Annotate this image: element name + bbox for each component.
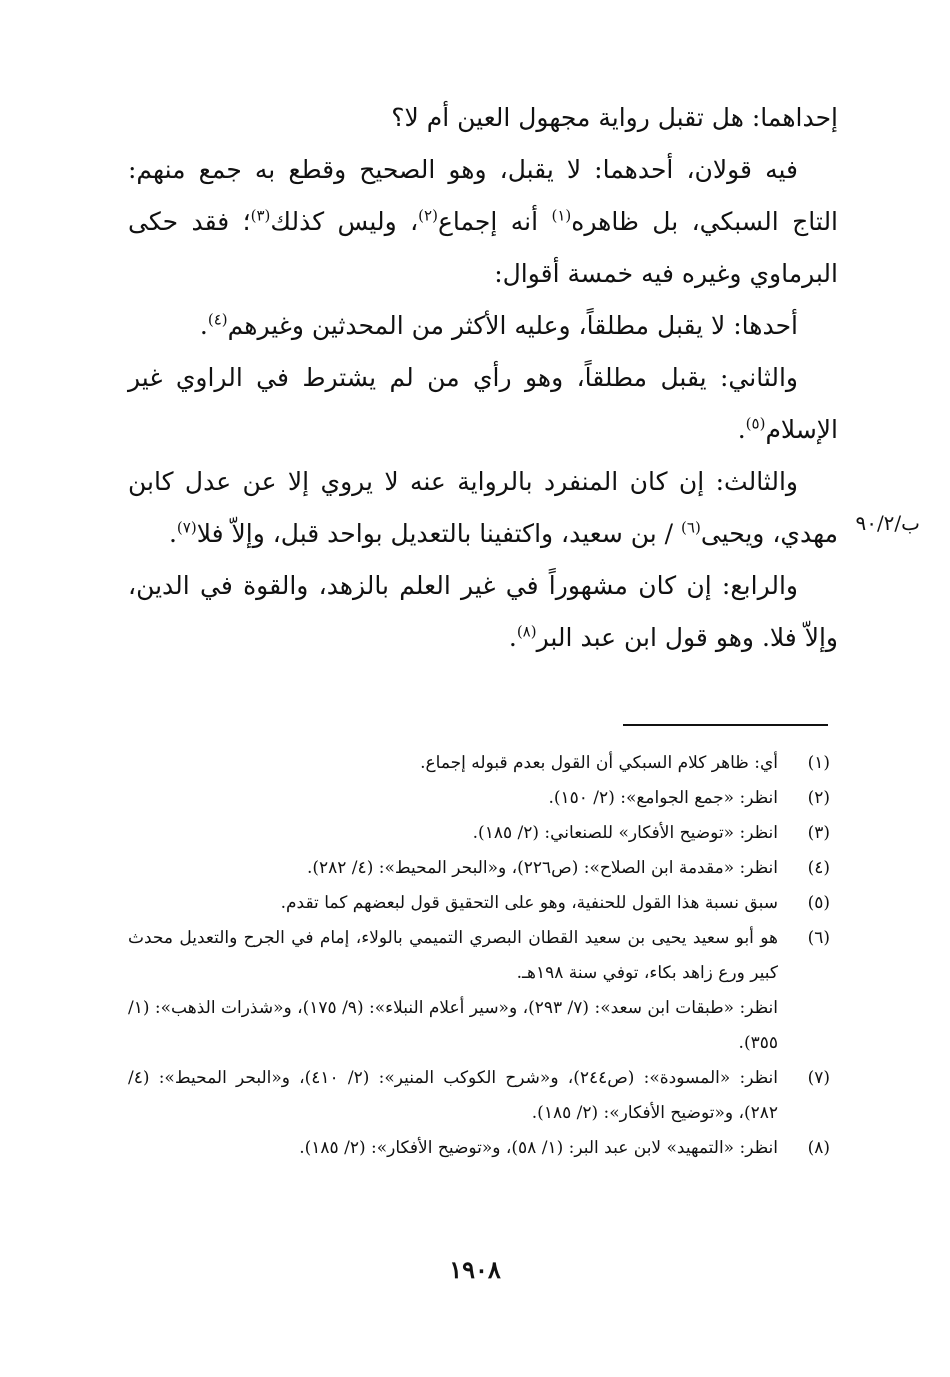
paragraph-text: فيه قولان، أحدهما: لا يقبل، وهو الصحيح وقطع به جمع منهم: التاج السبكي، بل ظاهره [128, 155, 839, 236]
paragraph-text: إحداهما: هل تقبل رواية مجهول العين أم لا؟ [391, 103, 838, 132]
footnote-divider [623, 724, 828, 726]
footnote-ref: (٦) [681, 518, 701, 537]
main-text [128, 92, 838, 664]
page-number: ١٩٠٨ [449, 1255, 501, 1284]
footnote-text: انظر: «التمهيد» لابن عبد البر: (١/ ٥٨)، و«توضيح الأفكار»: (٢/ ١٨٥). [299, 1138, 778, 1158]
paragraph-text: أحدها: لا يقبل مطلقاً، وعليه الأكثر من المحدثين وغيرهم [227, 311, 798, 340]
paragraph [128, 456, 838, 560]
paragraph-heading [128, 92, 838, 144]
footnote-ref: (٥) [745, 414, 766, 433]
footnote-text: أي: ظاهر كلام السبكي أن القول بعدم قبوله إجماع. [420, 753, 778, 773]
footnote-number: (١) [807, 753, 830, 773]
footnote-ref: (٧) [176, 518, 197, 537]
footnote [128, 1061, 830, 1131]
footnote-text: انظر: «توضيح الأفكار» للصنعاني: (٢/ ١٨٥). [472, 823, 778, 843]
footnote-number: (٤) [807, 858, 830, 878]
paragraph-text: . [199, 311, 208, 340]
footnote-number: (٨) [807, 1138, 830, 1158]
footnote-number: (٦) [807, 928, 830, 948]
paragraph [128, 144, 838, 300]
paragraph [128, 560, 838, 664]
paragraph-text: . [168, 519, 177, 548]
paragraph-text: ، وليس كذلك [270, 207, 419, 236]
footnote-number: (٥) [807, 893, 830, 913]
footnote-number: (٢) [807, 788, 830, 808]
footnote-text: انظر: «مقدمة ابن الصلاح»: (ص٢٢٦)، و«البحر المحيط»: (٤/ ٢٨٢). [306, 858, 778, 878]
footnote [128, 816, 830, 851]
footnote-ref: (٣) [250, 206, 271, 225]
paragraph [128, 352, 838, 456]
paragraph-text: والثالث: إن كان المنفرد بالرواية عنه لا يروي إلا عن عدل كابن مهدي، ويحيى [128, 467, 838, 548]
footnote [128, 1131, 830, 1166]
footnote [128, 921, 830, 1061]
footnote-ref: (١) [551, 206, 572, 225]
paragraph-text: / بن سعيد، واكتفينا بالتعديل بواحد قبل، وإلاّ فلا [196, 519, 682, 548]
footnote-ref: (٤) [207, 310, 228, 329]
footnote-text: انظر: «طبقات ابن سعد»: (٧/ ٢٩٣)، و«سير أعلام النبلاء»: (٩/ ١٧٥)، و«شذرات الذهب»: (١/ ٣٥٥). [128, 998, 778, 1053]
paragraph-text: والثاني: يقبل مطلقاً، وهو رأي من لم يشترط في الراوي غير الإسلام [128, 363, 838, 444]
footnote [128, 851, 830, 886]
footnote-ref: (٢) [418, 206, 438, 225]
footnote-text: انظر: «المسودة»: (ص٢٤٤)، و«شرح الكوكب المنير»: (٢/ ٤١٠)، و«البحر المحيط»: (٤/ ٢٨٢)، و«توضيح الأفكار»: (٢/ ١٨٥). [128, 1068, 779, 1123]
paragraph [128, 300, 838, 352]
paragraph-text: أنه إجماع [437, 207, 552, 236]
paragraph-text: والرابع: إن كان مشهوراً في غير العلم بالزهد، والقوة في الدين، وإلاّ فلا. وهو قول ابن عبد البر [128, 571, 838, 652]
footnote [128, 886, 830, 921]
footnote-text: سبق نسبة هذا القول للحنفية، وهو على التحقيق قول لبعضهم كما تقدم. [280, 893, 778, 913]
paragraph-text: ؛ فقد حكى البرماوي وغيره فيه خمسة أقوال: [128, 207, 838, 288]
paragraph-text: . [737, 415, 746, 444]
footnote [128, 746, 830, 781]
footnotes [128, 746, 830, 1166]
footnote-text: هو أبو سعيد يحيى بن سعيد القطان البصري التميمي بالولاء، إمام في الجرح والتعديل محدث كبير ورع زاهد بكاء، توفي سنة ١٩٨هـ. [128, 928, 778, 983]
footnote-number: (٧) [807, 1068, 830, 1088]
manuscript-margin-note: ب/٩٠/٢ [855, 511, 920, 535]
footnote-ref: (٨) [516, 622, 537, 641]
footnote-text: انظر: «جمع الجوامع»: (٢/ ١٥٠). [548, 788, 778, 808]
paragraph-text: . [508, 623, 517, 652]
footnote-number: (٣) [807, 823, 830, 843]
footnote [128, 781, 830, 816]
